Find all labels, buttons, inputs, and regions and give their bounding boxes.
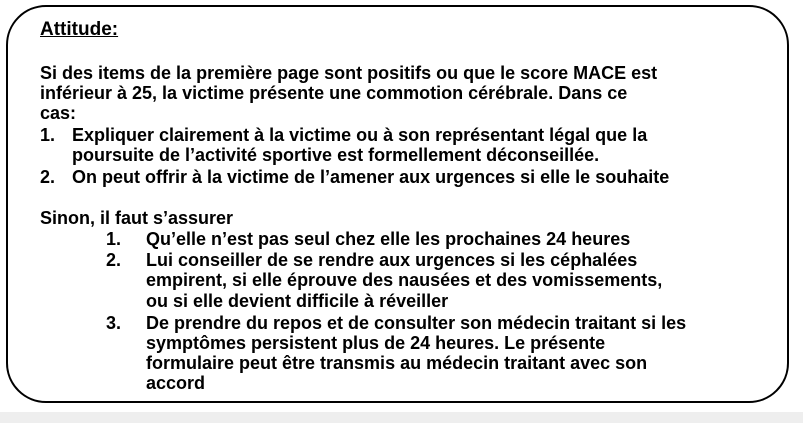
list1-item-1-line-1: Expliquer clairement à la victime ou à son représentant légal que la: [72, 125, 648, 145]
list2-item-1-number: 1.: [106, 229, 122, 249]
list1-item-2-number: 2.: [40, 167, 56, 187]
attitude-heading: Attitude:: [40, 19, 119, 40]
list1-item-1-number: 1.: [40, 125, 56, 145]
list2-item-3-line-2: symptômes persistent plus de 24 heures. Le présente: [146, 333, 606, 353]
list2-item-2-number: 2.: [106, 250, 122, 270]
list2-item-3-number: 3.: [106, 313, 122, 333]
list2-item-3-line-1: De prendre du repos et de consulter son médecin traitant si les: [146, 313, 687, 333]
list1-item-1-line-2: poursuite de l’activité sportive est formellement déconseillée.: [72, 145, 600, 165]
list1-item-2-line-1: On peut offrir à la victime de l’amener aux urgences si elle le souhaite: [72, 167, 670, 187]
intro-line-1: Si des items de la première page sont positifs ou que le score MACE est: [40, 63, 658, 83]
list2-item-3-line-3: formulaire peut être transmis au médecin traitant avec son: [146, 353, 648, 373]
bottom-strip: [0, 412, 803, 423]
otherwise-line: Sinon, il faut s’assurer: [40, 208, 234, 228]
intro-line-3: cas:: [40, 103, 77, 123]
list2-item-1-line-1: Qu’elle n’est pas seul chez elle les prochaines 24 heures: [146, 229, 631, 249]
list2-item-3-line-4: accord: [146, 373, 206, 393]
intro-line-2: inférieur à 25, la victime présente une commotion cérébrale. Dans ce: [40, 83, 628, 103]
list2-item-2-line-1: Lui conseiller de se rendre aux urgences si les céphalées: [146, 250, 638, 270]
list2-item-2-line-3: ou si elle devient difficile à réveiller: [146, 291, 449, 311]
list2-item-2-line-2: empirent, si elle éprouve des nausées et des vomissements,: [146, 270, 663, 290]
